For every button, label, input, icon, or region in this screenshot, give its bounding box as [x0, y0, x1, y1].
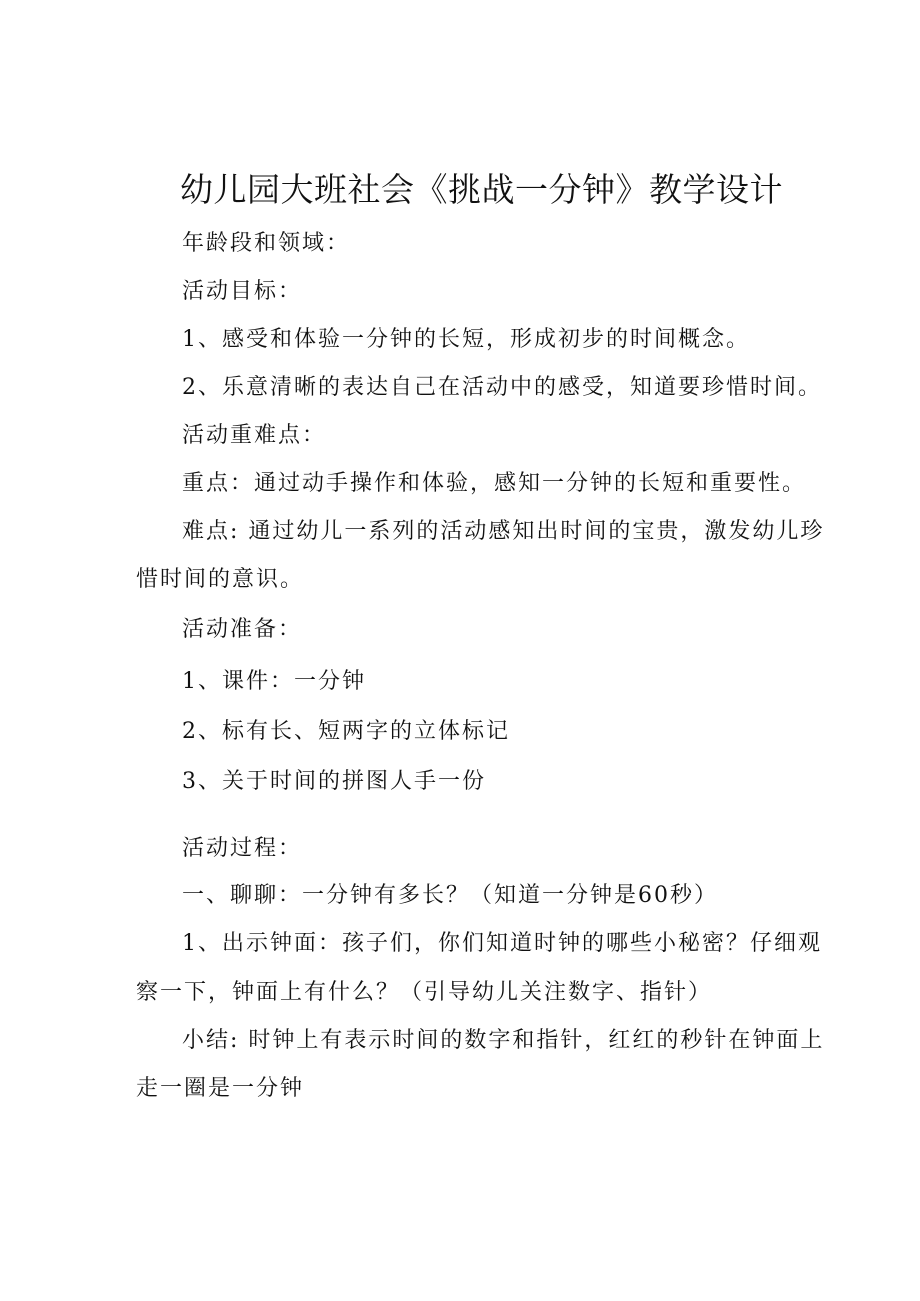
difficult-point-text-line-1: 难点: 通过幼儿一系列的活动感知出时间的宝贵，激发幼儿珍 — [182, 519, 825, 544]
difficult-point-text-line-2: 惜时间的意识。 — [136, 567, 305, 592]
key-point-text: 重点：通过动手操作和体验，感知一分钟的长短和重要性。 — [182, 471, 807, 496]
heading-activity-process: 活动过程： — [182, 836, 303, 861]
heading-activity-goals: 活动目标： — [182, 279, 303, 304]
goal-item-1: 1、感受和体验一分钟的长短，形成初步的时间概念。 — [182, 327, 750, 352]
preparation-item-2: 2、标有长、短两字的立体标记 — [182, 719, 510, 744]
process-step-1-line-2: 察一下，钟面上有什么？（引导幼儿关注数字、指针） — [136, 980, 713, 1005]
process-step-1-line-1: 1、出示钟面：孩子们，你们知道时钟的哪些小秘密？仔细观 — [182, 931, 822, 956]
paragraph-age-domain: 年龄段和领域： — [182, 231, 351, 256]
summary-line-2: 走一圈是一分钟 — [136, 1076, 305, 1101]
preparation-item-1: 1、课件：一分钟 — [182, 669, 366, 694]
document-title: 幼儿园大班社会《挑战一分钟》教学设计 — [180, 170, 783, 209]
heading-activity-preparation: 活动准备： — [182, 617, 303, 642]
process-section-1-heading: 一、聊聊：一分钟有多长？（知道一分钟是60秒） — [182, 883, 718, 908]
preparation-item-3: 3、关于时间的拼图人手一份 — [182, 769, 486, 794]
goal-item-2: 2、乐意清晰的表达自己在活动中的感受，知道要珍惜时间。 — [182, 375, 822, 400]
summary-line-1: 小结: 时钟上有表示时间的数字和指针，红红的秒针在钟面上 — [182, 1028, 825, 1053]
heading-key-difficult-points: 活动重难点： — [182, 423, 327, 448]
